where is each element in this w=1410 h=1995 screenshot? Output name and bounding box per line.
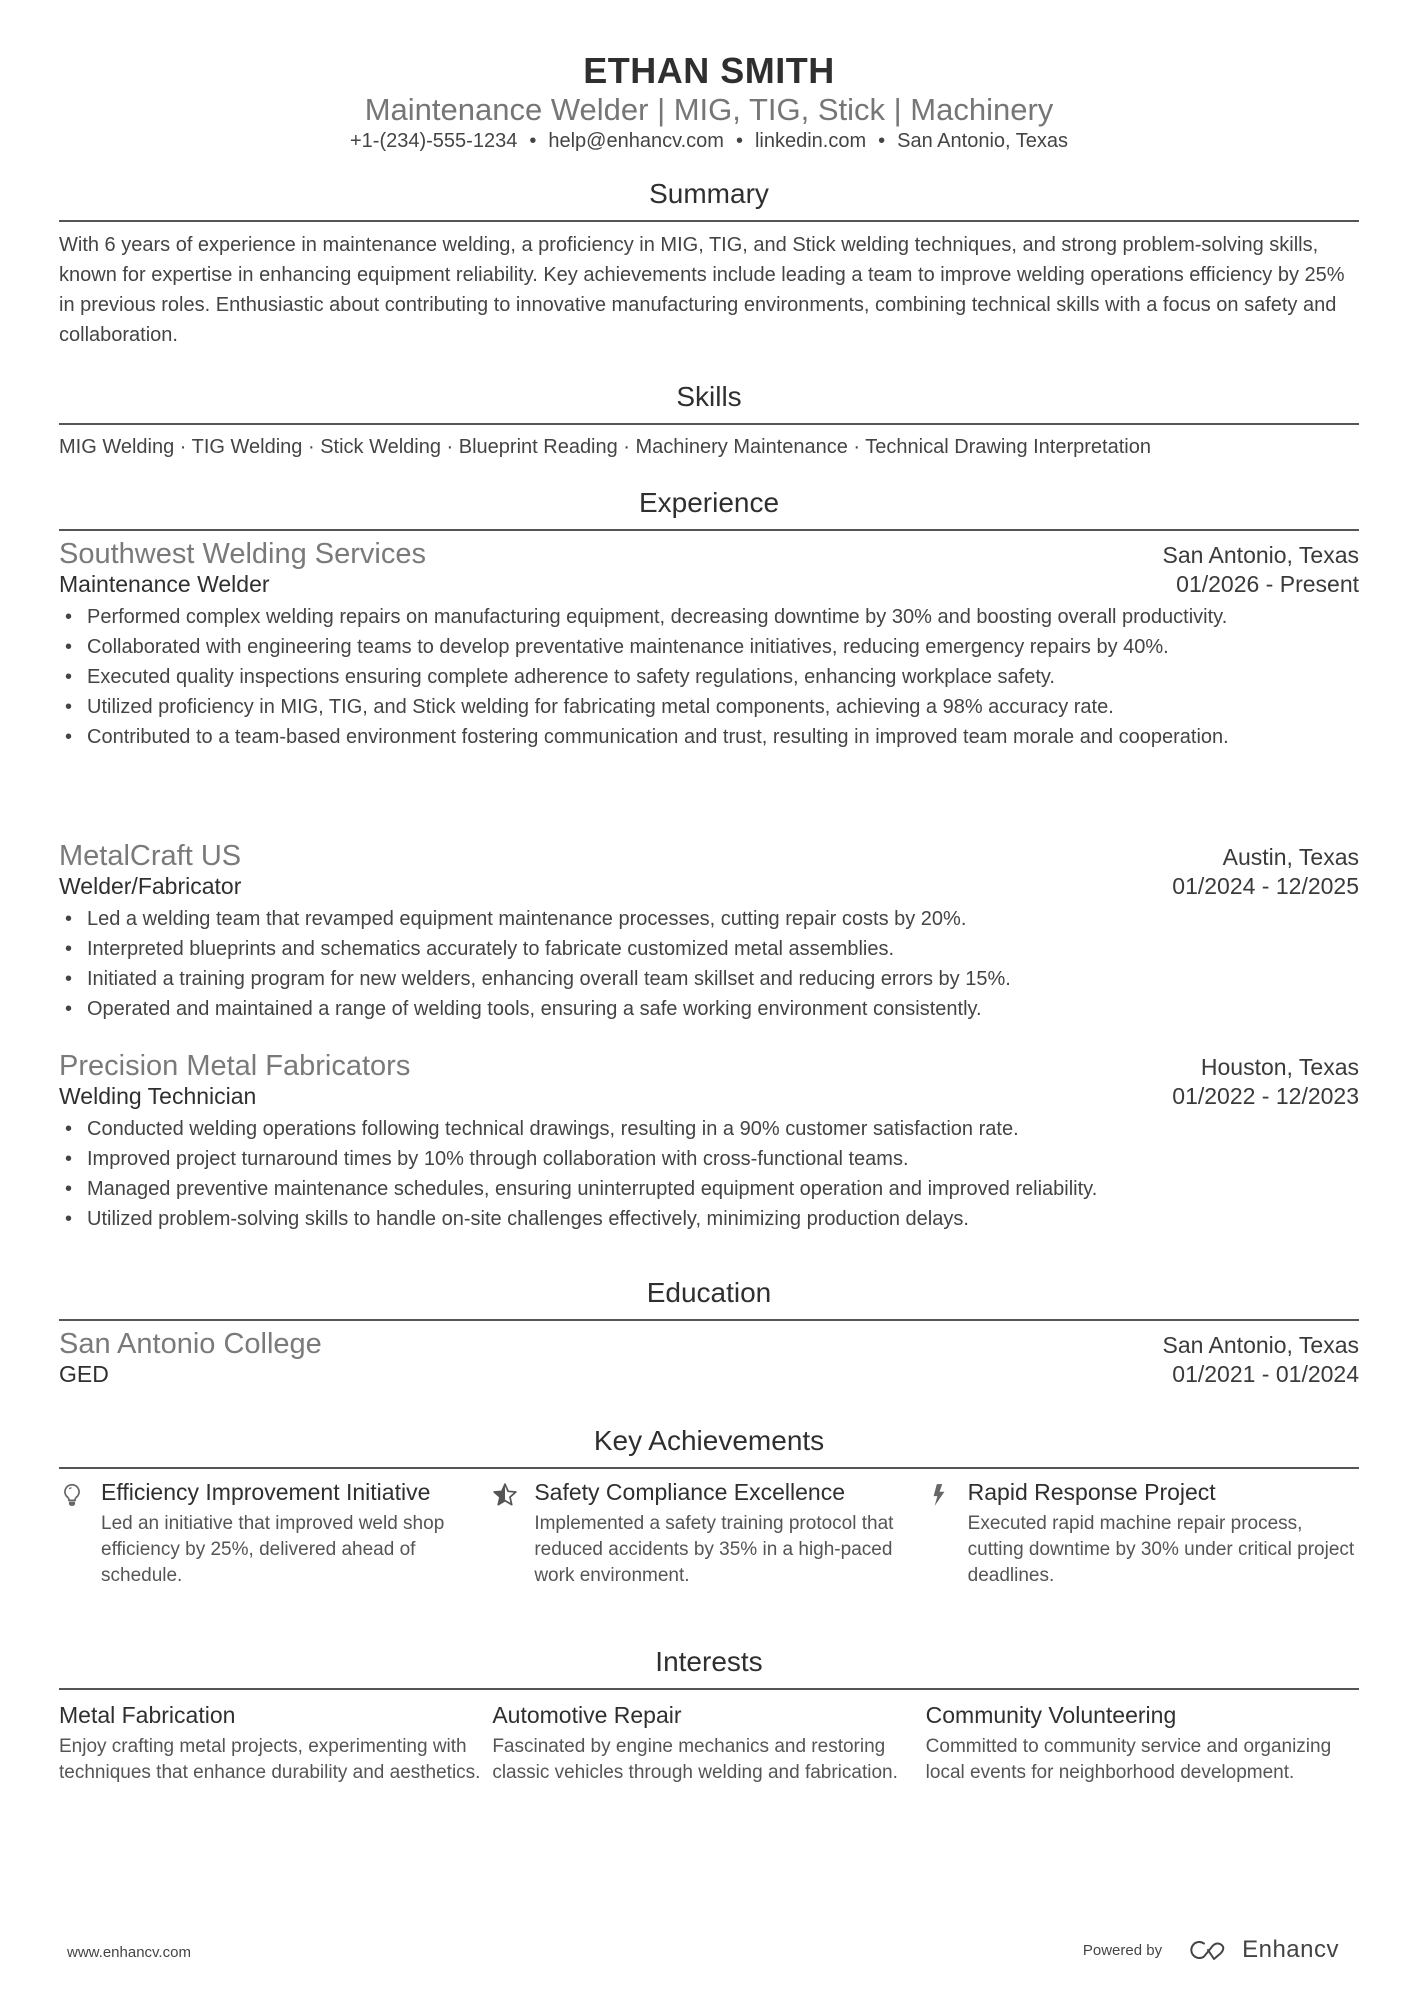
section-divider xyxy=(59,1688,1359,1690)
job-entry xyxy=(59,538,1359,752)
achievement-description: Led an initiative that improved weld shop efficiency by 25%, delivered ahead of schedule. xyxy=(101,1513,445,1586)
section-divider xyxy=(59,1319,1359,1321)
interest-title: Community Volunteering xyxy=(925,1702,1177,1728)
achievement-item xyxy=(926,1478,1359,1589)
job-location: Austin, Texas xyxy=(1222,844,1359,870)
summary-text: With 6 years of experience in maintenance welding, a proficiency in MIG, TIG, and Stick welding techniques, and strong problem-solving skills, known for expertise in enhancing equipment reliability. Key achievements include leading a team to improve welding operations efficiency by 25% in previous roles. Enthusiastic about contributing to innovative manufacturing environments, combining technical skills with a focus on safety and collaboration. xyxy=(59,234,1345,346)
candidate-name: ETHAN SMITH xyxy=(583,50,835,91)
interests-grid xyxy=(59,1700,1359,1786)
job-bullets xyxy=(59,904,1359,1024)
enhancv-logo-icon xyxy=(1188,1938,1234,1962)
interest-item xyxy=(492,1700,925,1786)
interest-title: Automotive Repair xyxy=(492,1702,682,1728)
interest-description: Enjoy crafting metal projects, experimenting with techniques that enhance durability and aesthetics. xyxy=(59,1736,481,1783)
achievement-title: Efficiency Improvement Initiative xyxy=(101,1479,431,1505)
candidate-headline: Maintenance Welder | MIG, TIG, Stick | Machinery xyxy=(364,92,1054,127)
job-location: San Antonio, Texas xyxy=(1162,542,1359,568)
job-title: Welding Technician xyxy=(59,1083,257,1109)
phone: +1-(234)-555-1234 xyxy=(349,130,518,152)
section-title-experience: Experience xyxy=(638,487,780,518)
bullet-item: • Executed quality inspections ensuring complete adherence to safety regulations, enhancing workplace safety. xyxy=(59,662,1359,692)
bullet-item: • Interpreted blueprints and schematics accurately to fabricate customized metal assemblies. xyxy=(59,934,1359,964)
interest-item xyxy=(926,1700,1359,1786)
job-title: Welder/Fabricator xyxy=(59,873,242,899)
bullet-item: • Conducted welding operations following technical drawings, resulting in a 90% customer satisfaction rate. xyxy=(59,1114,1359,1144)
section-divider xyxy=(59,1467,1359,1469)
section-title-skills: Skills xyxy=(676,381,742,412)
achievement-title: Rapid Response Project xyxy=(967,1479,1216,1505)
separator-dot: • xyxy=(735,130,743,152)
achievement-description: Implemented a safety training protocol that reduced accidents by 35% in a high-paced work environment. xyxy=(534,1513,894,1586)
bullet-item: • Utilized proficiency in MIG, TIG, and Stick welding for fabricating metal components, achieving a 98% accuracy rate. xyxy=(59,692,1359,722)
achievements-grid xyxy=(59,1478,1359,1589)
job-dates: 01/2022 - 12/2023 xyxy=(1172,1083,1359,1109)
education-dates: 01/2021 - 01/2024 xyxy=(1172,1361,1359,1387)
achievement-item xyxy=(492,1478,925,1589)
footer-branding[interactable] xyxy=(1083,1936,1339,1964)
company-name: Southwest Welding Services xyxy=(59,538,426,570)
footer-website-link[interactable]: www.enhancv.com xyxy=(67,1944,191,1961)
job-dates: 01/2024 - 12/2025 xyxy=(1172,873,1359,899)
job-entry xyxy=(59,840,1359,1024)
email-link[interactable]: help@enhancv.com xyxy=(548,130,724,152)
bullet-item: • Initiated a training program for new welders, enhancing overall team skillset and reducing errors by 15%. xyxy=(59,964,1359,994)
star-icon xyxy=(492,1478,534,1589)
degree: GED xyxy=(59,1361,109,1387)
location: San Antonio, Texas xyxy=(897,130,1069,152)
section-divider xyxy=(59,423,1359,425)
achievement-title: Safety Compliance Excellence xyxy=(534,1479,845,1505)
lightning-icon xyxy=(926,1478,968,1589)
job-bullets xyxy=(59,1114,1359,1234)
interest-title: Metal Fabrication xyxy=(59,1702,236,1728)
job-bullets xyxy=(59,602,1359,752)
education-entry xyxy=(59,1328,1359,1388)
job-dates: 01/2026 - Present xyxy=(1176,571,1359,597)
skills-list: MIG Welding · TIG Welding · Stick Welding · Blueprint Reading · Machinery Maintenance · Technical Drawing Interpretation xyxy=(59,436,1151,458)
company-name: MetalCraft US xyxy=(59,840,242,872)
interest-description: Committed to community service and organizing local events for neighborhood development. xyxy=(925,1736,1332,1783)
section-title-interests: Interests xyxy=(655,1646,763,1677)
bullet-item: • Collaborated with engineering teams to develop preventative maintenance initiatives, reducing emergency repairs by 40%. xyxy=(59,632,1359,662)
company-name: Precision Metal Fabricators xyxy=(59,1050,411,1082)
school-name: San Antonio College xyxy=(59,1328,322,1360)
section-title-summary: Summary xyxy=(649,178,769,209)
bullet-item: • Utilized problem-solving skills to handle on-site challenges effectively, minimizing production delays. xyxy=(59,1204,1359,1234)
job-entry xyxy=(59,1050,1359,1234)
job-location: Houston, Texas xyxy=(1200,1054,1359,1080)
contact-line xyxy=(59,130,1359,153)
powered-by-label: Powered by xyxy=(1082,1941,1163,1959)
section-divider xyxy=(59,529,1359,531)
interest-description: Fascinated by engine mechanics and restoring classic vehicles through welding and fabrication. xyxy=(492,1736,898,1783)
bullet-item: • Operated and maintained a range of welding tools, ensuring a safe working environment consistently. xyxy=(59,994,1359,1024)
bullet-item: • Contributed to a team-based environment fostering communication and trust, resulting in improved team morale and cooperation. xyxy=(59,722,1359,752)
bullet-item: • Performed complex welding repairs on manufacturing equipment, decreasing downtime by 30% and boosting overall productivity. xyxy=(59,602,1359,632)
school-location: San Antonio, Texas xyxy=(1162,1332,1359,1358)
bullet-item: • Led a welding team that revamped equipment maintenance processes, cutting repair costs by 20%. xyxy=(59,904,1359,934)
section-title-education: Education xyxy=(646,1277,772,1308)
linkedin-link[interactable]: linkedin.com xyxy=(754,130,867,152)
section-divider xyxy=(59,220,1359,222)
brand-name: Enhancv xyxy=(1242,1936,1339,1963)
bullet-item: • Improved project turnaround times by 10% through collaboration with cross-functional teams. xyxy=(59,1144,1359,1174)
job-title: Maintenance Welder xyxy=(59,571,270,597)
bullet-item: • Managed preventive maintenance schedules, ensuring uninterrupted equipment operation and improved reliability. xyxy=(59,1174,1359,1204)
achievement-item xyxy=(59,1478,492,1589)
separator-dot: • xyxy=(529,130,537,152)
achievement-description: Executed rapid machine repair process, cutting downtime by 30% under critical project deadlines. xyxy=(967,1513,1355,1586)
lightbulb-icon xyxy=(59,1478,101,1589)
section-title-achievements: Key Achievements xyxy=(593,1425,825,1456)
separator-dot: • xyxy=(878,130,886,152)
interest-item xyxy=(59,1700,492,1786)
